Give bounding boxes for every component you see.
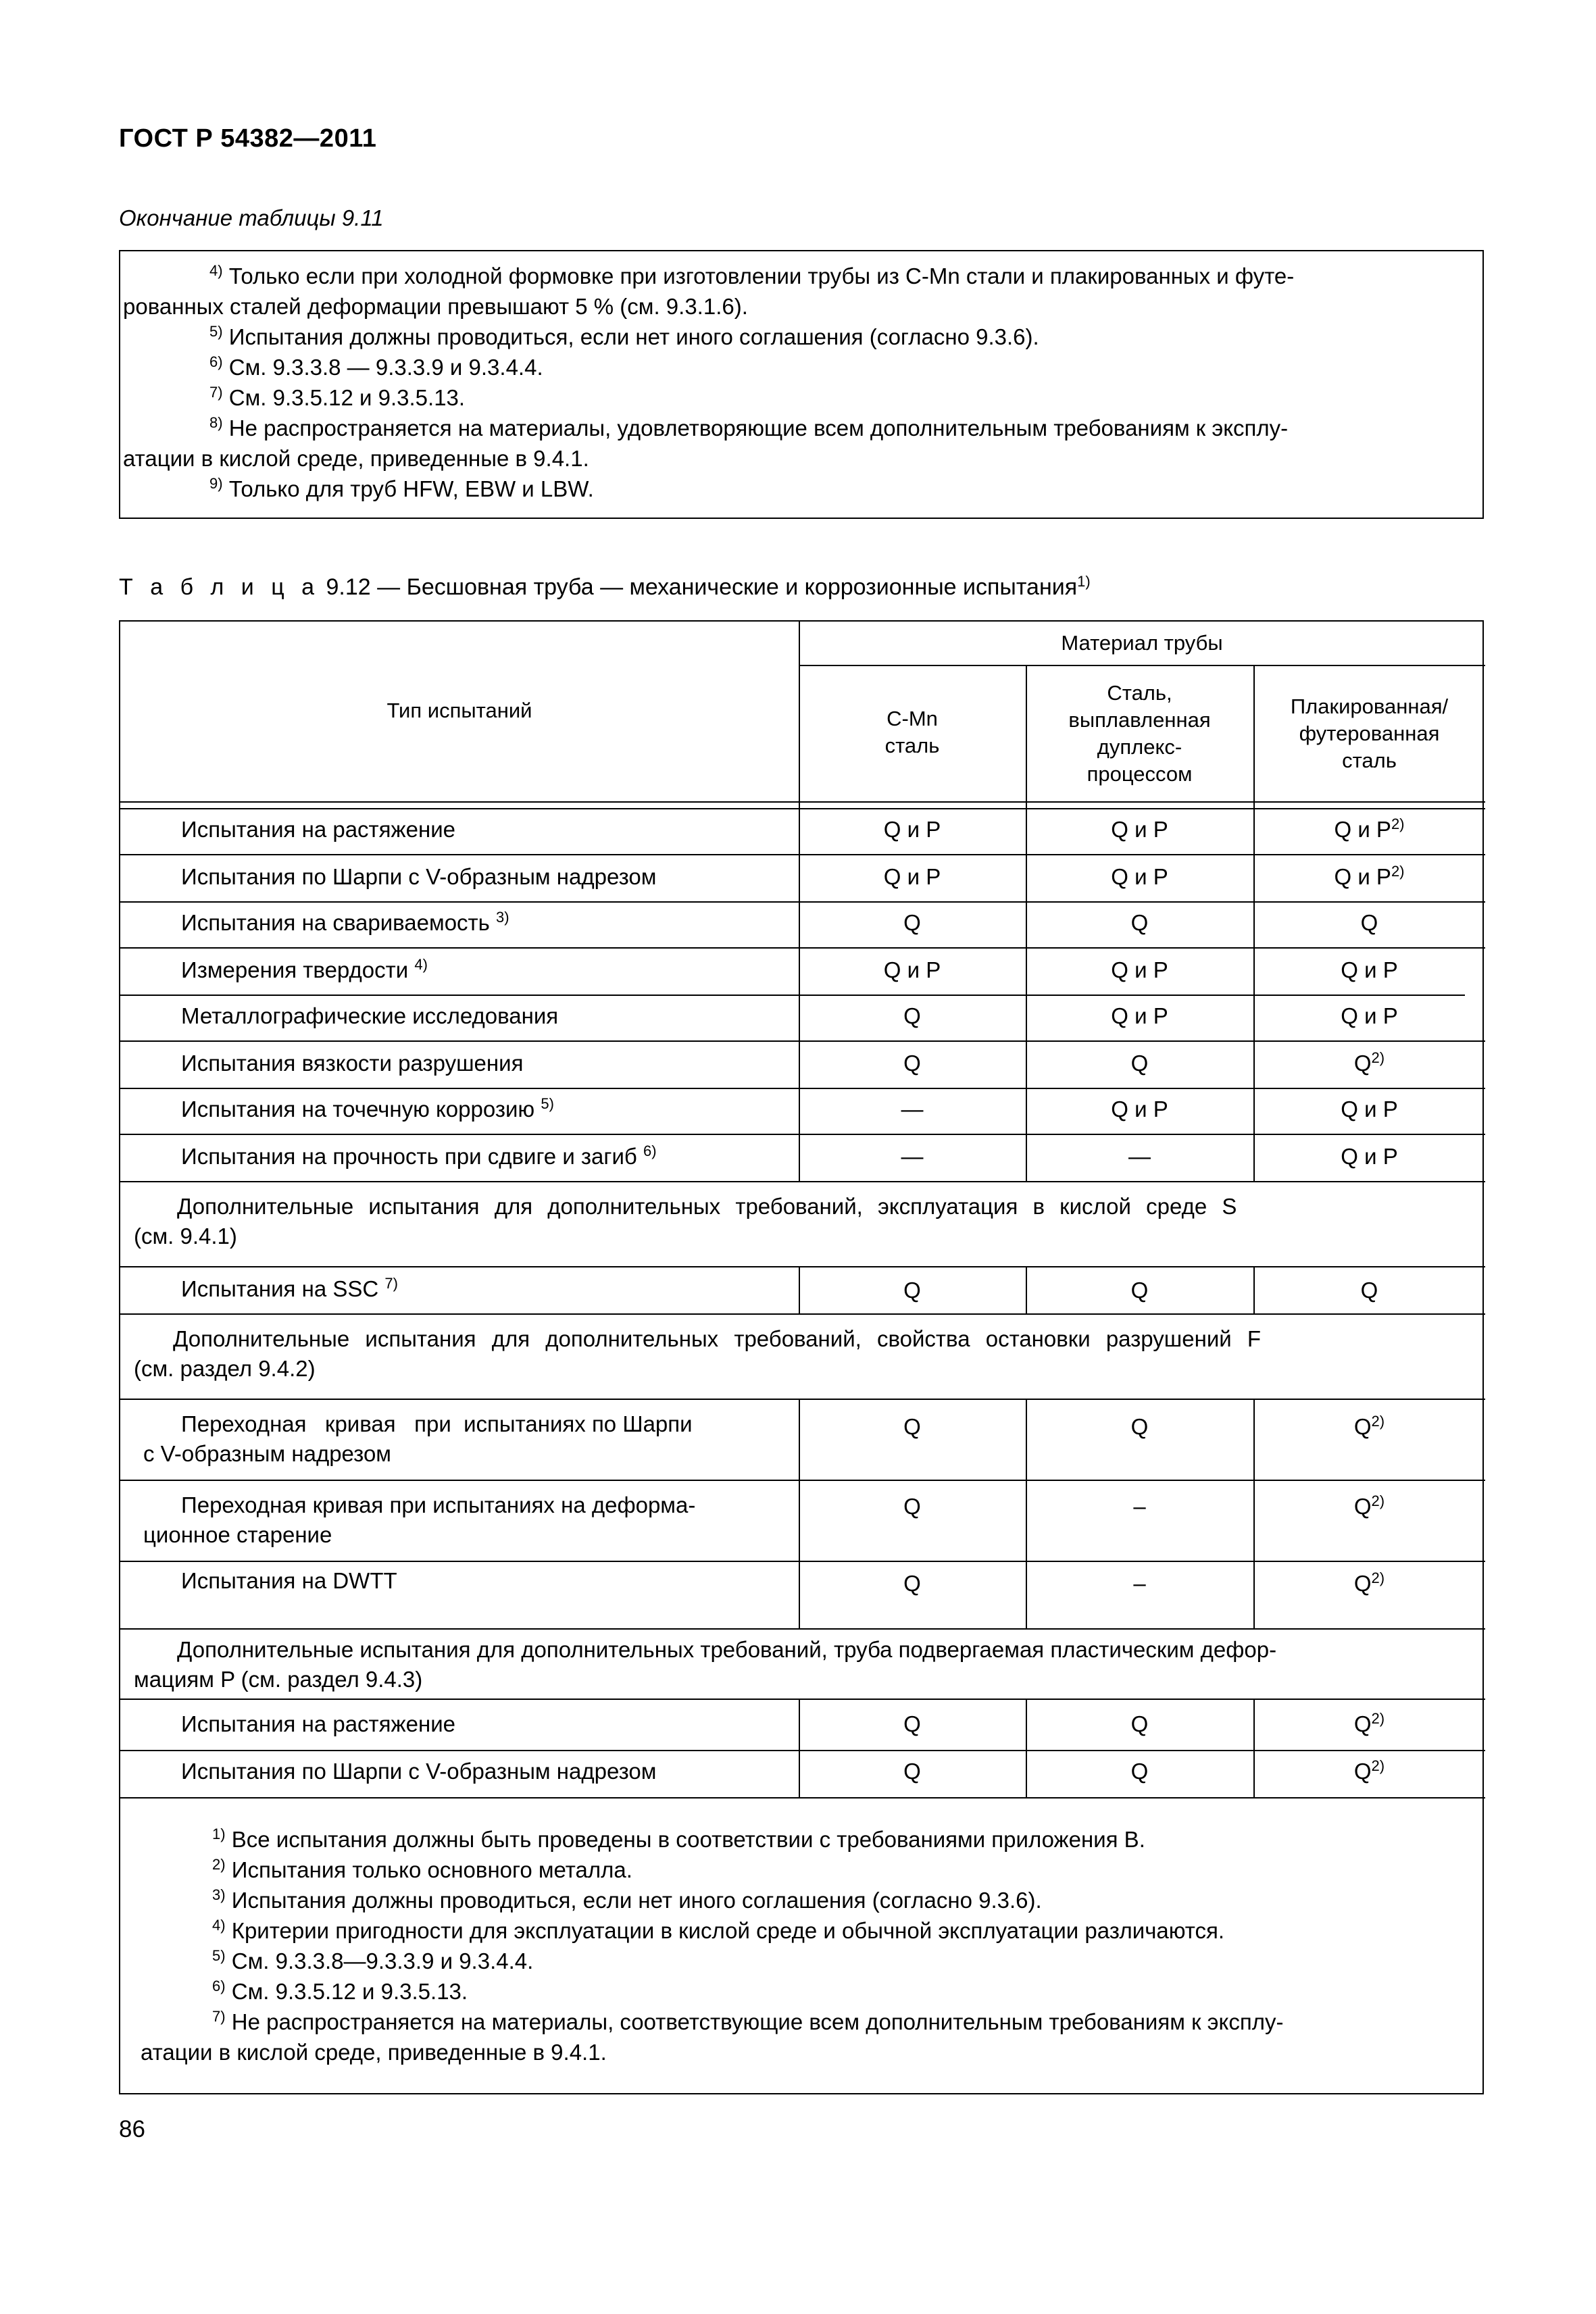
row-value-clad: $Q^{2)}$ — [1353, 1413, 1385, 1439]
row-test-name: Испытания на DWTT — [181, 1568, 397, 1593]
note-line — [120, 474, 1482, 504]
row-value-cmn: — — [901, 1144, 924, 1169]
note-text: Испытания должны проводиться, если нет иного соглашения (согласно 9.3.6). — [228, 324, 1039, 349]
row-line — [120, 854, 1485, 855]
row-value-clad: $Q^{2)}$ — [1353, 1569, 1385, 1596]
note-mark: 5) — [209, 323, 223, 340]
row-value-duplex: Q — [1130, 1759, 1149, 1784]
footnote: $^{1)}$ Все испытания должны быть проведены в соответствии с требованиями приложения В. — [212, 1826, 1145, 1852]
note-mark: 8) — [209, 414, 223, 431]
section-s-heading: Дополнительные испытания для дополнительных требований, эксплуатация в кислой среде S — [177, 1194, 1237, 1219]
row-test-name: Измерения твердости $^{4)}$ — [181, 956, 428, 982]
row-value-cmn: Q — [903, 1003, 921, 1028]
header-line: Сталь, — [1107, 681, 1172, 705]
table-caption-prefix: Т а б л и ц а — [119, 574, 320, 600]
header-line: Плакированная/ — [1290, 695, 1449, 718]
row-value-clad: Q и P — [1341, 1097, 1398, 1122]
note-mark: 9) — [209, 475, 223, 492]
note-mark: 6) — [209, 353, 223, 370]
row-value-clad: Q и P — [1341, 957, 1398, 982]
row-value-duplex: Q — [1130, 910, 1149, 935]
section-f-heading-cont: (см. раздел 9.4.2) — [134, 1356, 316, 1381]
row-value-duplex: Q и P — [1111, 957, 1168, 982]
header-line: C-Mn — [887, 707, 938, 730]
row-line — [120, 1480, 1485, 1481]
row-value-duplex: Q и P — [1111, 1003, 1168, 1028]
continuation-caption: Окончание таблицы 9.11 — [119, 205, 384, 230]
row-line — [120, 1266, 1485, 1267]
row-test-name: Переходная кривая при испытаниях по Шарпи — [181, 1411, 693, 1436]
row-value-clad: $Q^{2)}$ — [1353, 1757, 1385, 1784]
header-divider — [799, 665, 1485, 666]
row-test-name: Испытания на прочность при сдвиге и загиб $^{6)}$ — [181, 1142, 657, 1169]
row-value-clad: $Q^{2)}$ — [1353, 1710, 1385, 1736]
header-bottom-line — [120, 801, 1485, 803]
row-value-clad: Q и P — [1341, 1144, 1398, 1169]
header-line: дуплекс- — [1097, 735, 1182, 759]
note-mark: 7) — [209, 384, 223, 401]
row-line — [120, 995, 1465, 996]
row-value-clad: Q и $P^{2)}$ — [1334, 863, 1405, 889]
footnote: $^{3)}$ Испытания должны проводиться, если нет иного соглашения (согласно 9.3.6). — [212, 1886, 1042, 1913]
row-test-name: Испытания на свариваемость $^{3)}$ — [181, 909, 509, 935]
header-line: сталь — [884, 734, 940, 757]
section-f-heading: Дополнительные испытания для дополнительных требований, свойства остановки разрушений F — [173, 1326, 1262, 1351]
row-line — [120, 1628, 1485, 1630]
row-test-name: Испытания на точечную коррозию $^{5)}$ — [181, 1095, 554, 1122]
row-test-name: Испытания вязкости разрушения — [181, 1051, 524, 1076]
row-value-clad: $Q^{2)}$ — [1353, 1492, 1385, 1519]
row-value-duplex: – — [1133, 1494, 1146, 1519]
row-line — [120, 1088, 1485, 1089]
note-text: Не распространяется на материалы, удовлетворяющие всем дополнительным требованиям к эксплу- — [228, 416, 1289, 441]
row-value-clad: $Q^{2)}$ — [1353, 1049, 1385, 1076]
row-value-cmn: Q и P — [883, 864, 941, 889]
note-mark: 4) — [209, 262, 223, 279]
header-test-type: Тип испытаний — [386, 699, 532, 722]
row-value-clad: Q и $P^{2)}$ — [1334, 815, 1405, 842]
header-line: выплавленная — [1068, 708, 1211, 732]
row-value-cmn: Q — [903, 1494, 921, 1519]
row-value-duplex: – — [1133, 1571, 1146, 1596]
note-text: рованных сталей деформации превышают 5 % (см. 9.3.1.6). — [123, 294, 748, 319]
row-line — [120, 1561, 1485, 1562]
note-text: атации в кислой среде, приведенные в 9.4.1. — [123, 446, 589, 471]
standard-header: ГОСТ Р 54382—2011 — [119, 124, 377, 153]
row-line — [120, 1797, 1485, 1799]
header-line: процессом — [1087, 762, 1193, 786]
header-col-duplex — [1026, 680, 1253, 788]
note-text: См. 9.3.3.8 — 9.3.3.9 и 9.3.4.4. — [228, 355, 543, 380]
row-test-name: Испытания на SSC $^{7)}$ — [181, 1275, 398, 1301]
row-test-name: Металлографические исследования — [181, 1003, 559, 1028]
row-line — [120, 1313, 1485, 1315]
row-value-cmn: Q — [903, 1759, 921, 1784]
row-value-duplex: Q и P — [1111, 1097, 1168, 1122]
footnote: $^{2)}$ Испытания только основного металла. — [212, 1856, 632, 1882]
row-value-clad: Q — [1360, 1278, 1378, 1303]
page-number: 86 — [119, 2116, 145, 2142]
row-value-duplex: Q — [1130, 1414, 1149, 1439]
header-line: сталь — [1342, 749, 1397, 772]
note-line — [120, 382, 1482, 413]
note-line — [120, 352, 1482, 382]
note-text: Только для труб HFW, EBW и LBW. — [228, 476, 594, 501]
row-value-cmn: — — [901, 1097, 924, 1122]
section-p-heading: Дополнительные испытания для дополнительных требований, труба подвергаемая пластическим дефор- — [177, 1637, 1277, 1662]
row-value-cmn: Q — [903, 1711, 921, 1736]
note-line — [120, 443, 1482, 474]
row-test-name: Испытания по Шарпи с V-образным надрезом — [181, 1759, 657, 1784]
row-value-duplex: — — [1128, 1144, 1151, 1169]
footnote: $^{5)}$ См. 9.3.3.8—9.3.3.9 и 9.3.4.4. — [212, 1947, 534, 1973]
row-line — [120, 901, 1485, 903]
note-line — [120, 322, 1482, 352]
row-line — [120, 1134, 1485, 1135]
header-col-clad — [1253, 693, 1485, 774]
row-value-cmn: Q и P — [883, 817, 941, 842]
row-line — [120, 947, 1485, 949]
footnote: $^{6)}$ См. 9.3.5.12 и 9.3.5.13. — [212, 1978, 468, 2004]
footnote-cont: атации в кислой среде, приведенные в 9.4.1. — [141, 2040, 607, 2065]
row-line — [120, 1040, 1485, 1042]
note-line — [120, 291, 1482, 322]
row-value-cmn: Q и P — [883, 957, 941, 982]
row-test-name-cont: ционное старение — [143, 1522, 332, 1547]
section-p-heading-cont: мациям P (см. раздел 9.4.3) — [134, 1667, 423, 1692]
row-test-name: Испытания на растяжение — [181, 817, 455, 842]
row-test-name: Испытания на растяжение — [181, 1711, 455, 1736]
header-bottom-line-double — [120, 808, 1485, 809]
row-value-cmn: Q — [903, 1571, 921, 1596]
row-value-cmn: Q — [903, 1051, 921, 1076]
footnote: $^{4)}$ Критерии пригодности для эксплуатации в кислой среде и обычной эксплуатации различаются. — [212, 1917, 1225, 1943]
row-value-duplex: Q и P — [1111, 817, 1168, 842]
row-line — [120, 1399, 1485, 1400]
header-line: футерованная — [1299, 722, 1440, 745]
row-value-cmn: Q — [903, 910, 921, 935]
note-line — [120, 261, 1482, 291]
row-value-duplex: Q — [1130, 1278, 1149, 1303]
note-text: См. 9.3.5.12 и 9.3.5.13. — [228, 385, 466, 410]
header-col-cmn — [799, 705, 1026, 759]
row-line — [120, 1699, 1485, 1700]
header-material-group: Материал трубы — [1061, 631, 1223, 655]
table-caption-mark: 1) — [1077, 573, 1091, 590]
row-line — [120, 1181, 1485, 1182]
table-9-12 — [119, 620, 1484, 2094]
row-test-name: Переходная кривая при испытаниях на деформа- — [181, 1492, 696, 1517]
notes-box-9-11 — [119, 250, 1484, 519]
row-value-clad: Q — [1360, 910, 1378, 935]
row-value-clad: Q и P — [1341, 1003, 1398, 1028]
row-test-name-cont: с V-образным надрезом — [143, 1441, 391, 1466]
note-line — [120, 413, 1482, 443]
row-line — [120, 1750, 1485, 1751]
row-value-cmn: Q — [903, 1278, 921, 1303]
row-test-name: Испытания по Шарпи с V-образным надрезом — [181, 864, 657, 889]
footnote: $^{7)}$ Не распространяется на материалы, соответствующие всем дополнительным требованиям к эксплу- — [212, 2008, 1284, 2034]
row-value-duplex: Q — [1130, 1711, 1149, 1736]
row-value-duplex: Q — [1130, 1051, 1149, 1076]
row-value-duplex: Q и P — [1111, 864, 1168, 889]
row-value-cmn: Q — [903, 1414, 921, 1439]
table-caption-text: 9.12 — Бесшовная труба — механические и коррозионные испытания — [326, 574, 1078, 600]
table-caption — [119, 574, 1091, 601]
section-s-heading-cont: (см. 9.4.1) — [134, 1224, 237, 1249]
note-text: Только если при холодной формовке при изготовлении трубы из C-Mn стали и плакированных и футе- — [228, 263, 1295, 288]
